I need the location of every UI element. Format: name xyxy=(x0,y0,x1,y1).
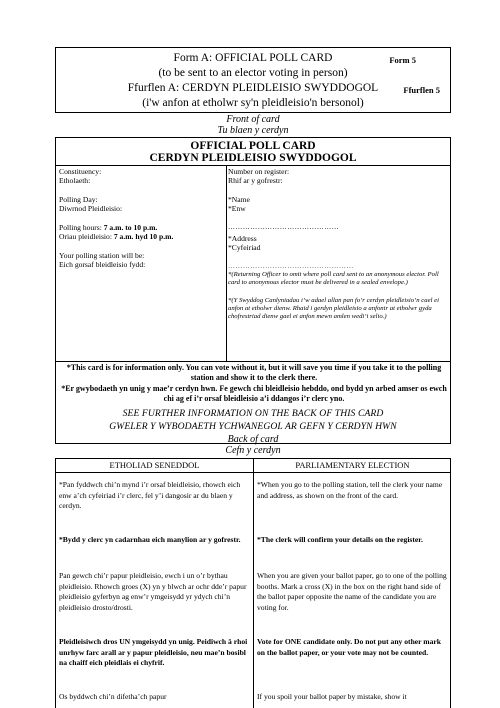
polling-hours-label: Polling hours: xyxy=(59,223,104,232)
diwrnod-label: Diwrnod Pleidleisio: xyxy=(59,204,123,213)
polling-day-label: Polling Day: xyxy=(59,195,98,204)
gorsaf-label: Eich gorsaf bleidleisio fydd: xyxy=(59,260,146,269)
form-number-cy: Ffurflen 5 xyxy=(403,85,440,95)
anonymous-note-cy: *(Y Swyddog Canlyniadau i’w adael allan pan fo’r cerdyn pleidleisio’n cael ei anfon at etholwr dienw. Rhaid i gerdyn pleidleisio a anfonir at etholwr gyda chofrestriad dienw gael ei anfon mewn amlen wedi’i selio.) xyxy=(228,297,439,321)
divider xyxy=(253,459,254,708)
name-label: *Name xyxy=(228,195,250,204)
divider xyxy=(56,165,450,166)
constituency-label: Constituency: xyxy=(59,167,102,176)
back-para-cy-4: Pleidleisiwch dros UN ymgeisydd yn unig. Peidiwch â rhoi unrhyw farc arall ar y papur pleidleisio, neu mae’n bosibl na chaiff eich pleidlais ei chyfrif. xyxy=(59,637,248,668)
back-caption-en: Back of card xyxy=(227,434,279,445)
card-back xyxy=(55,458,451,708)
etholaeth-label: Etholaeth: xyxy=(59,176,91,185)
divider xyxy=(56,472,450,473)
card-title-en: OFFICIAL POLL CARD xyxy=(190,140,316,152)
polling-hours xyxy=(59,223,157,232)
back-para-en-3: When you are given your ballot paper, go to one of the polling booths. Mark a cross (X) in the box on the right hand side of the ballot paper opposite the name of the candidate you are voting for. xyxy=(257,571,447,613)
back-para-cy-5: Os byddwch chi’n difetha’ch papur xyxy=(59,692,167,701)
back-caption-cy: Cefn y cerdyn xyxy=(225,445,281,456)
back-para-en-4: Vote for ONE candidate only. Do not put any other mark on the ballot paper, or your vote may not be counted. xyxy=(257,637,442,657)
form-header xyxy=(55,47,451,113)
cyfeiriad-label: *Cyfeiriad xyxy=(228,243,261,252)
anonymous-note-en: *(Returning Officer to omit where poll card sent to an anonymous elector. Poll card to anonymous elector must be delivered in a sealed envelope.) xyxy=(228,271,439,287)
front-caption-en: Front of card xyxy=(226,114,280,125)
further-info-en: SEE FURTHER INFORMATION ON THE BACK OF THIS CARD xyxy=(122,408,384,419)
polling-hours-value: 7 a.m. to 10 p.m. xyxy=(103,223,158,232)
back-para-en-5: If you spoil your ballot paper by mistake, show it xyxy=(257,692,407,701)
form-title-en: Form A: OFFICIAL POLL CARD xyxy=(173,52,333,64)
further-info-cy: GWELER Y WYBODAETH YCHWANEGOL AR GEFN Y CERDYN HWN xyxy=(109,421,397,432)
back-para-en-1: *When you go to the polling station, tell the clerk your name and address, as shown on the front of the card. xyxy=(257,480,443,500)
enw-label: *Enw xyxy=(228,204,246,213)
oriau-pleidleisio xyxy=(59,232,173,241)
card-front xyxy=(55,137,451,444)
divider xyxy=(226,165,227,361)
name-dotted-line: ……………………………………… xyxy=(228,223,339,231)
back-para-cy-1: *Pan fyddwch chi’n mynd i’r orsaf bleidleisio, rhowch eich enw a’ch cyfeiriad i’r clerc, fel y’i dangosir ar du blaen y cerdyn. xyxy=(59,480,241,511)
column-head-en: PARLIAMENTARY ELECTION xyxy=(295,460,410,470)
back-para-cy-2: *Bydd y clerc yn cadarnhau eich manylion ar y gofrestr. xyxy=(59,535,241,544)
polling-station-label: Your polling station will be: xyxy=(59,251,145,260)
divider xyxy=(56,361,450,362)
form-title-cy: Ffurflen A: CERDYN PLEIDLEISIO SWYDDOGOL xyxy=(127,82,379,94)
form-subtitle-cy: (i'w anfon at etholwr sy'n pleidleisio'n bersonol) xyxy=(142,97,364,109)
rhif-label: Rhif ar y gofrestr: xyxy=(228,176,283,185)
oriau-label: Oriau pleidleisio: xyxy=(59,232,114,241)
front-caption-cy: Tu blaen y cerdyn xyxy=(217,125,289,136)
form-subtitle-en: (to be sent to an elector voting in person) xyxy=(158,67,348,79)
form-number-en: Form 5 xyxy=(389,55,416,65)
column-head-cy: ETHOLIAD SENEDDOL xyxy=(109,460,200,470)
back-para-cy-3: Pan gewch chi’r papur pleidleisio, ewch i un o’r bythau pleidleisio. Rhowch groes (X) yn y blwch ar ochr dde’r papur pleidleisio gyferbyn ag enw’r ymgeisydd yr ydych chi’n pleidleisio drosto/drosti. xyxy=(59,571,247,613)
info-notice-en: *This card is for information only. You can vote without it, but it will save you time if you take it to the polling station and show it to the clerk there. xyxy=(66,363,442,382)
address-dotted-line: …………………………………………… xyxy=(228,262,354,270)
address-label: *Address xyxy=(228,234,257,243)
back-para-en-2: *The clerk will confirm your details on the register. xyxy=(257,535,423,544)
card-title-cy: CERDYN PLEIDLEISIO SWYDDOGOL xyxy=(149,152,357,164)
register-number-label: Number on register: xyxy=(228,167,290,176)
info-notice-cy: *Er gwybodaeth yn unig y mae’r cerdyn hwn. Fe gewch chi bleidleisio hebddo, ond bydd yn arbed amser os ewch chi ag ef i’r orsaf bleidleisio a’i ddangos i’r clerc yno. xyxy=(61,384,447,403)
oriau-value: 7 a.m. hyd 10 p.m. xyxy=(113,232,174,241)
